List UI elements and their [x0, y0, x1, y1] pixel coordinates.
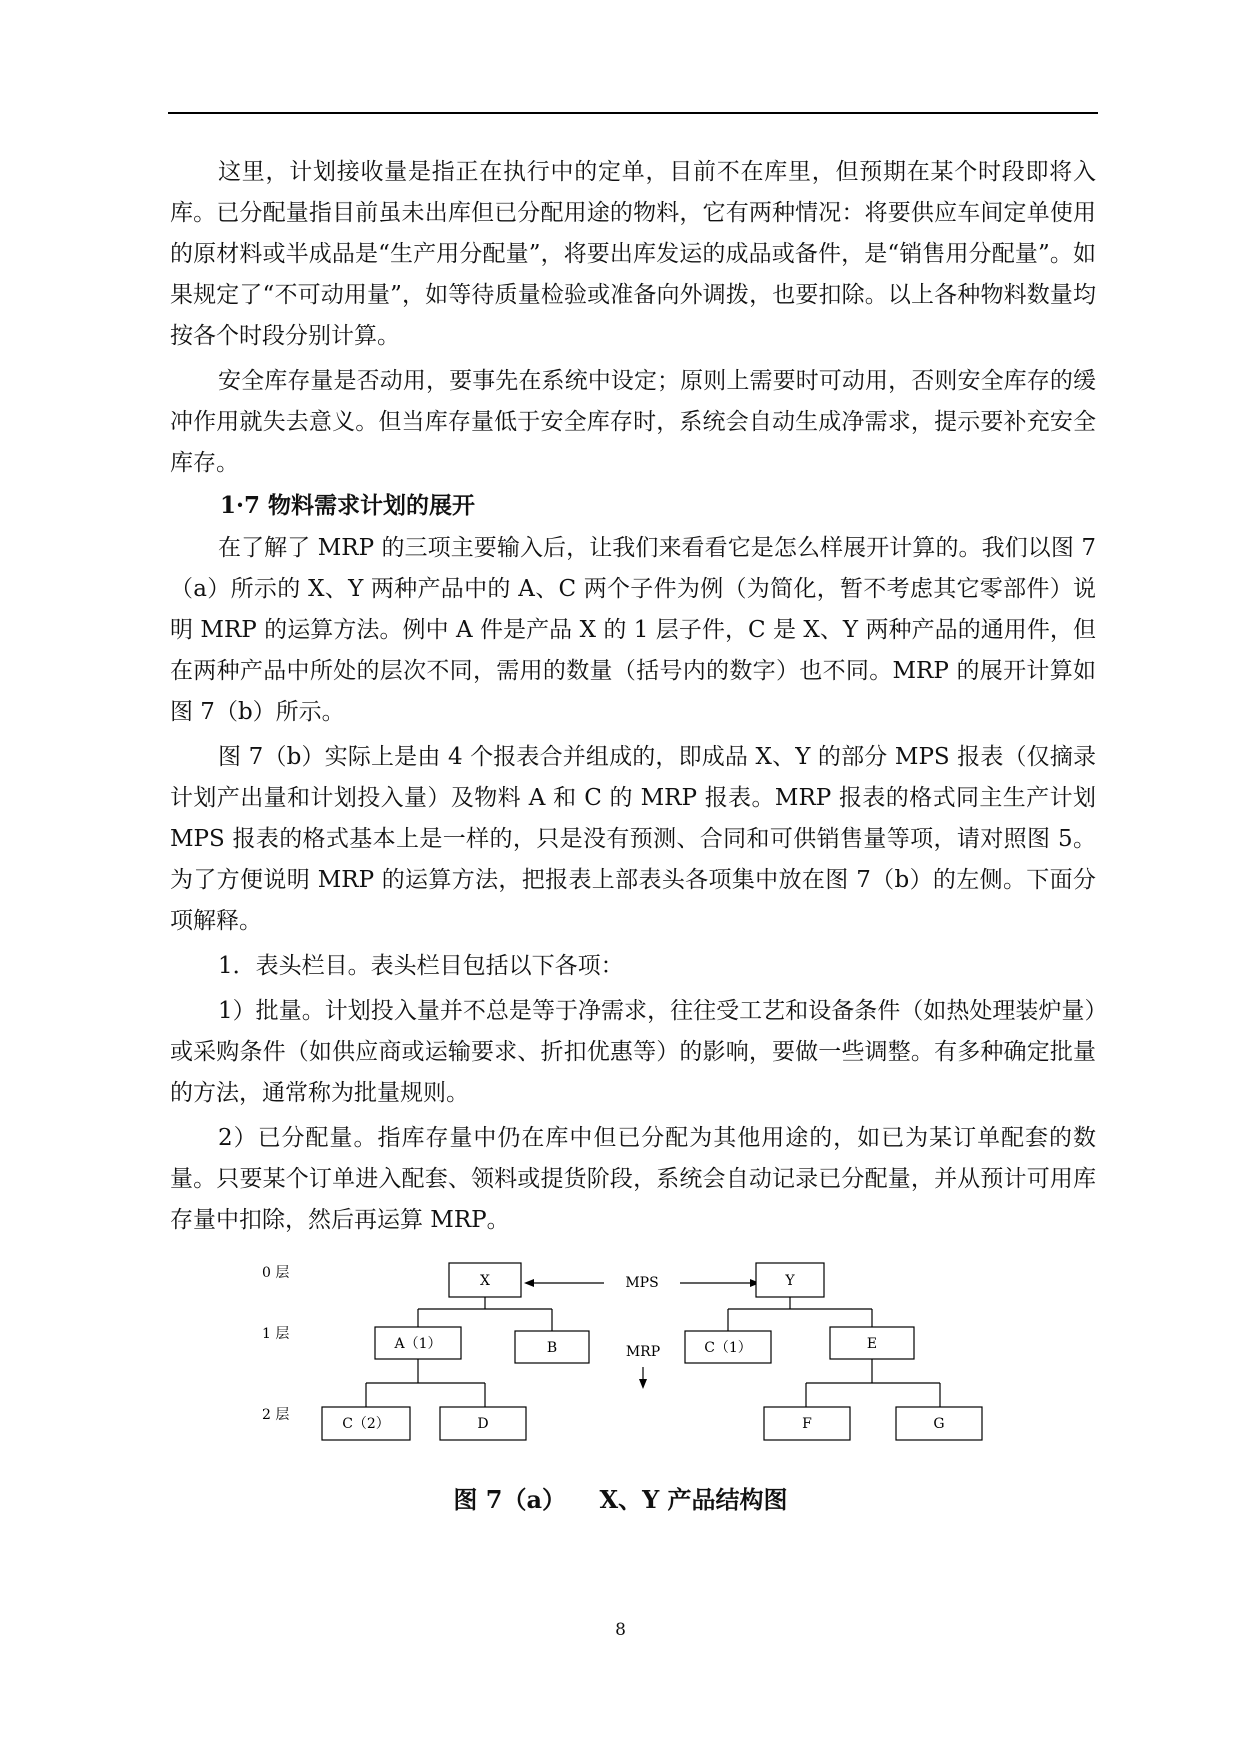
- mrp-label: MRP: [625, 1344, 661, 1360]
- node-d: D: [477, 1416, 489, 1432]
- node-c1: C（1）: [704, 1340, 752, 1356]
- node-g: G: [933, 1416, 945, 1432]
- node-x: X: [480, 1273, 490, 1289]
- page-number: 8: [615, 1620, 626, 1640]
- paragraph: 1）批量。计划投入量并不总是等于净需求，往往受工艺和设备条件（如热处理装炉量）或采购条件（如供应商或运输要求、折扣优惠等）的影响，要做一些调整。有多种确定批量的方法，通常称为批量规则。: [170, 998, 1096, 1106]
- node-a: A（1）: [394, 1336, 442, 1352]
- arrowhead: [639, 1379, 647, 1389]
- figure-caption: [0, 1480, 1241, 1515]
- level-label-1: 1 层: [262, 1326, 290, 1342]
- level-label-2: 2 层: [262, 1407, 290, 1423]
- section-heading: 1·7 物料需求计划的展开: [220, 492, 476, 519]
- node-b: B: [546, 1340, 558, 1356]
- product-structure-diagram: [0, 1255, 1241, 1495]
- caption-number: 图 7（a）: [453, 1485, 567, 1514]
- node-c2: C（2）: [342, 1416, 390, 1432]
- caption-title: X、Y 产品结构图: [599, 1485, 788, 1514]
- header-rule: [168, 112, 1098, 114]
- caption-gap: [566, 1485, 599, 1514]
- paragraph: 图 7（b）实际上是由 4 个报表合并组成的，即成品 X、Y 的部分 MPS 报表（仅摘录计划产出量和计划投入量）及物料 A 和 C 的 MRP 报表。MRP 报表的格式同主生产计划 MPS 报表的格式基本上是一样的，只是没有预测、合同和可供销售量等项，请对照图 5。为了方便说明 MRP 的运算方法，把报表上部表头各项集中放在图 7（b）的左侧。下面分项解释。: [170, 744, 1096, 934]
- level-label-0: 0 层: [262, 1265, 290, 1281]
- node-y: Y: [785, 1273, 795, 1289]
- paragraph: 安全库存量是否动用，要事先在系统中设定；原则上需要时可动用，否则安全库存的缓冲作用就失去意义。但当库存量低于安全库存时，系统会自动生成净需求，提示要补充安全库存。: [170, 368, 1096, 476]
- body-text: [170, 152, 1096, 1241]
- paragraph: 1．表头栏目。表头栏目包括以下各项：: [218, 953, 624, 979]
- paragraph: 在了解了 MRP 的三项主要输入后，让我们来看看它是怎么样展开计算的。我们以图 7（a）所示的 X、Y 两种产品中的 A、C 两个子件为例（为简化，暂不考虑其它零部件）说明 MRP 的运算方法。例中 A 件是产品 X 的 1 层子件，C 是 X、Y 两种产品的通用件，但在两种产品中所处的层次不同，需用的数量（括号内的数字）也不同。MRP 的展开计算如图 7（b）所示。: [170, 535, 1096, 725]
- paragraph: 这里，计划接收量是指正在执行中的定单，目前不在库里，但预期在某个时段即将入库。已分配量指目前虽未出库但已分配用途的物料，它有两种情况：将要供应车间定单使用的原材料或半成品是“生产用分配量”，将要出库发运的成品或备件，是“销售用分配量”。如果规定了“不可动用量”，如等待质量检验或准备向外调拨，也要扣除。以上各种物料数量均按各个时段分别计算。: [170, 159, 1096, 349]
- mps-label: MPS: [625, 1275, 659, 1291]
- paragraph: 2）已分配量。指库存量中仍在库中但已分配为其他用途的，如已为某订单配套的数量。只要某个订单进入配套、领料或提货阶段，系统会自动记录已分配量，并从预计可用库存量中扣除，然后再运算 MRP。: [170, 1125, 1096, 1233]
- product-structure-figure: [0, 1255, 1241, 1495]
- node-f: F: [802, 1416, 812, 1432]
- arrowhead: [524, 1279, 534, 1287]
- node-e: E: [866, 1336, 878, 1352]
